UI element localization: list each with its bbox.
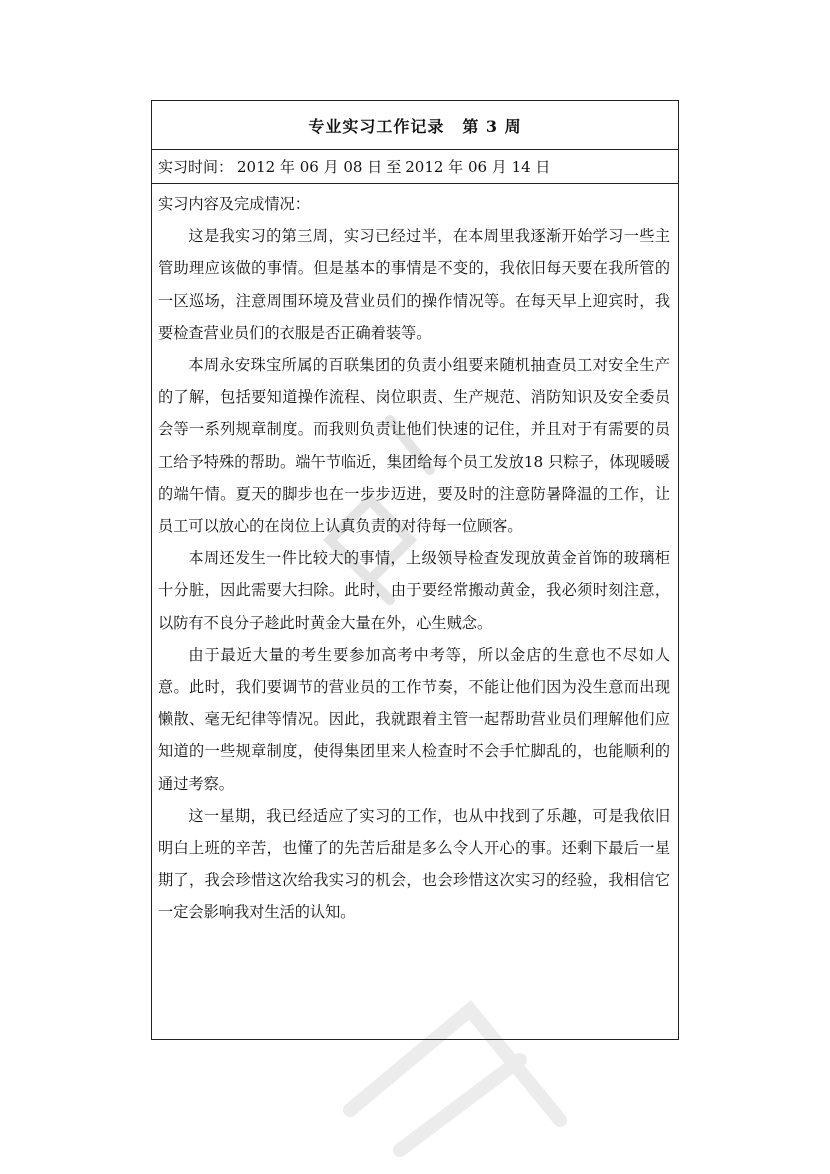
period-label: 实习时间： [158, 158, 234, 176]
internship-period-row [152, 150, 678, 184]
record-title-row [152, 101, 678, 150]
work-record-table [151, 100, 679, 1040]
paragraph-1: 这是我实习的第三周，实习已经过半，在本周里我逐渐开始学习一些主管助理应该做的事情。但是基本的事情是不变的，我依旧每天要在我所管的一区巡场，注意周围环境及营业员们的操作情况等。在每天早上迎宾时，我要检查营业员们的衣服是否正确着装等。 [158, 227, 670, 342]
period-end-date: 2012 年 06 月 14 日 [405, 158, 551, 176]
content-heading: 实习内容及完成情况： [158, 195, 310, 213]
paragraph-2: 本周永安珠宝所属的百联集团的负责小组要来随机抽查员工对安全生产的了解，包括要知道操作流程、岗位职责、生产规范、消防知识及安全委员会等一系列规章制度。而我则负责让他们快速的记住，并且对于有需要的员工给予特殊的帮助。端午节临近，集团给每个员工发放18 只粽子，体现暖暖的端午情。夏天的脚步也在一步步迈进，要及时的注意防暑降温的工作，让员工可以放心的在岗位上认真负责的对待每一位顾客。 [158, 356, 670, 536]
week-number: 第 3 周 [462, 116, 522, 136]
paragraph-3: 本周还发生一件比较大的事情，上级领导检查发现放黄金首饰的玻璃柜十分脏，因此需要大扫除。此时，由于要经常搬动黄金，我必须时刻注意，以防有不良分子趁此时黄金大量在外，心生贼念。 [158, 549, 670, 632]
record-content [152, 184, 678, 929]
paragraph-4: 由于最近大量的考生要参加高考中考等，所以金店的生意也不尽如人意。此时，我们要调节的营业员的工作节奏，不能让他们因为没生意而出现懒散、毫无纪律等情况。因此，我就跟着主管一起帮助营业员们理解他们应知道的一些规章制度，使得集团里来人检查时不会手忙脚乱的，也能顺利的通过考察。 [158, 645, 670, 793]
period-start-date: 2012 年 06 月 08 日 [237, 158, 383, 176]
period-connector: 至 [386, 158, 402, 176]
record-title: 专业实习工作记录 [308, 116, 445, 136]
paragraph-5: 这一星期，我已经适应了实习的工作，也从中找到了乐趣，可是我依旧明白上班的辛苦，也懂了的先苦后甜是多么令人开心的事。还剩下最后一星期了，我会珍惜这次给我实习的机会，也会珍惜这次实习的经验，我相信它一定会影响我对生活的认知。 [158, 806, 670, 922]
